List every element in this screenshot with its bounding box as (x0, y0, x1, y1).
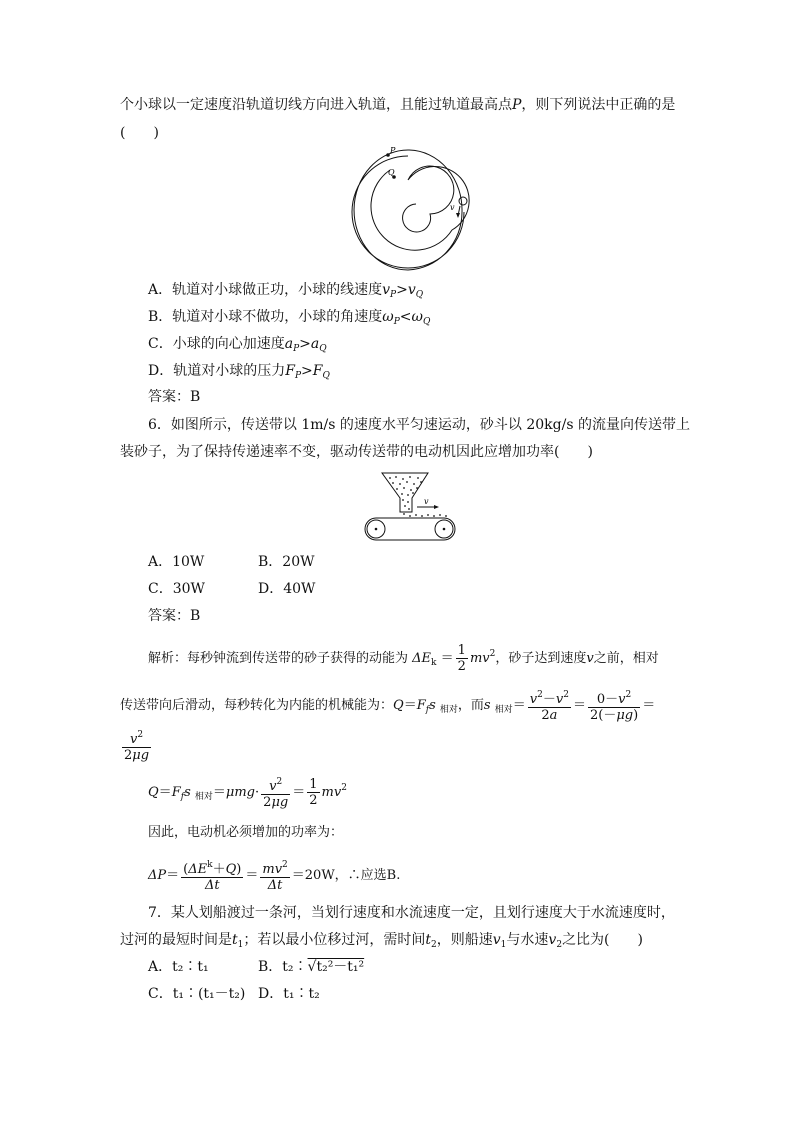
q7-stem-line2: 过河的最短时间是$t_1$；若以最小位移过河，需时间$t_2$，则船速$v_1$与水速$v_2$之比为( ) (120, 932, 643, 950)
q6-stem-line2: 装砂子，为了保持传递速率不变，驱动传送带的电动机因此应增加功率( ) (120, 444, 593, 460)
solution-line1: 解析：每秒钟流到传送带的砂子获得的动能为 $\Delta E_k$ ＝ $\frac{1}{2}$ $mv^2$，砂子达到速度v之前，相对 (148, 643, 659, 674)
q6-option-c: C．30W (148, 581, 205, 597)
conveyor-figure (362, 470, 458, 544)
q7-option-b: B．t₂∶√t₂²－t₁² (258, 959, 365, 975)
solution-line5: 因此，电动机必须增加的功率为： (148, 825, 344, 840)
q6-answer: 答案：B (148, 608, 201, 624)
label-q: Q (388, 168, 395, 177)
velocity-arrow-head (456, 213, 460, 218)
q7-stem-line1: 7．某人划船渡过一条河，当划行速度和水流速度一定，且划行速度大于水流速度时， (148, 905, 675, 921)
q5-option-c: C．小球的向心加速度$a_P>a_Q$ (148, 336, 327, 354)
conveyor-belt (365, 518, 455, 540)
solution-line4: $Q=F_fs$ $_{相对}$＝μmg· $\frac{v^2}{2\mu g}$ ＝ $\frac{1}{2}$ $mv^2$ (148, 777, 347, 810)
q7-option-c: C．t₁∶(t₁－t₂) (148, 986, 246, 1002)
q5-option-d: D．轨道对小球的压力$F_P>F_Q$ (148, 363, 330, 381)
q5-blank: ( ) (120, 125, 159, 141)
q7-option-d: D．t₁∶t₂ (258, 986, 320, 1002)
q5-stem: 个小球以一定速度沿轨道切线方向进入轨道，且能过轨道最高点P，则下列说法中正确的是 (120, 97, 676, 113)
label-v: v (424, 497, 429, 506)
solution-line2: 传送带向后滑动，每秒转化为内能的机械能为：$Q=F_fs$ $_{相对}$，而s $_{相对}$＝ $\frac{v^2-v^2}{2a}$ ＝ $\frac{0-v^2}{2(-\mu g)}$ ＝ (120, 690, 656, 723)
q6-option-b: B．20W (258, 554, 315, 570)
q5-option-a: A．轨道对小球做正功，小球的线速度$v_P>v_Q$ (148, 282, 424, 300)
ball (459, 197, 467, 205)
roller-left-axle (375, 528, 378, 531)
q6-option-a: A．10W (148, 554, 205, 570)
solution-line6: ΔP＝ $\frac{(\Delta E^k+Q)}{\Delta t}$ ＝ $\frac{mv^2}{\Delta t}$ ＝20W，∴应选B. (148, 860, 401, 893)
spiral-track-figure (338, 142, 478, 282)
q5-option-b: B．轨道对小球不做功，小球的角速度$\omega_P<\omega_Q$ (148, 309, 431, 327)
q6-stem-line1: 6．如图所示，传送带以 1m/s 的速度水平匀速运动，砂斗以 20kg/s 的流量向传送带上 (148, 417, 690, 433)
q7-option-a: A．t₂∶t₁ (148, 959, 209, 975)
q5-answer: 答案：B (148, 389, 201, 405)
velocity-arrow-head (434, 505, 439, 509)
label-v: v (450, 203, 455, 212)
q6-option-d: D．40W (258, 581, 316, 597)
label-p: P (390, 146, 396, 155)
roller-right-axle (443, 528, 446, 531)
sand (389, 476, 447, 517)
solution-line3: $\frac{v^2}{2\mu g}$ (124, 730, 150, 763)
